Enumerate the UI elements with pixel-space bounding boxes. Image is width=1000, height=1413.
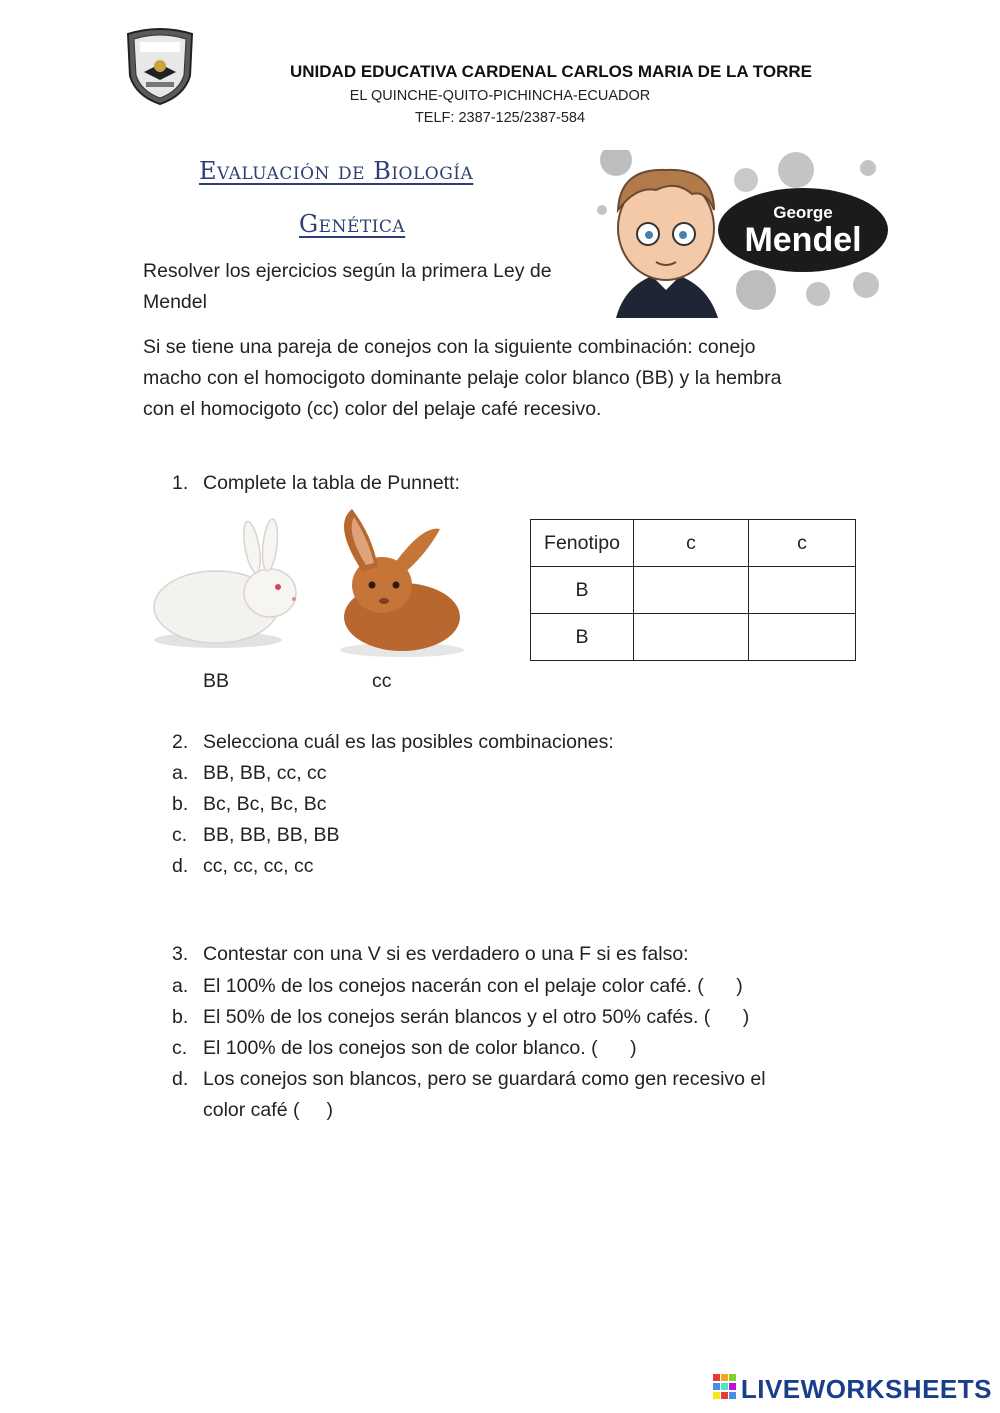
q3-item-letter: c. — [172, 1037, 188, 1059]
table-header-cell: c — [634, 520, 749, 567]
q3-number: 3. — [172, 943, 189, 965]
q2-option-letter: c. — [172, 824, 188, 846]
q3-item-letter: b. — [172, 1006, 189, 1028]
school-name: UNIDAD EDUCATIVA CARDENAL CARLOS MARIA DE LA TORRE — [290, 62, 812, 81]
page-title: Evaluación de Biología — [199, 157, 474, 185]
table-row — [531, 567, 856, 614]
instruction-line: Mendel — [143, 291, 207, 313]
q2-option-letter: a. — [172, 762, 189, 784]
q3-item-a[interactable]: El 100% de los conejos nacerán con el pelaje color café. ( ) — [203, 975, 743, 997]
scenario-line: macho con el homocigoto dominante pelaje color blanco (BB) y la hembra — [143, 367, 782, 389]
q2-option-a[interactable]: BB, BB, cc, cc — [203, 762, 327, 784]
punnett-table — [530, 519, 856, 661]
scenario-line: Si se tiene una pareja de conejos con la siguiente combinación: conejo — [143, 336, 756, 358]
table-row-label: B — [531, 567, 634, 614]
q2-option-letter: d. — [172, 855, 189, 877]
instruction-line: Resolver los ejercicios según la primera Ley de — [143, 260, 552, 282]
q2-option-b[interactable]: Bc, Bc, Bc, Bc — [203, 793, 327, 815]
school-phone: TELF: 2387-125/2387-584 — [414, 110, 586, 126]
rabbit-white-label: BB — [203, 670, 230, 692]
q3-item-b[interactable]: El 50% de los conejos serán blancos y el otro 50% cafés. ( ) — [203, 1006, 750, 1028]
table-header-cell: c — [749, 520, 856, 567]
q2-number: 2. — [172, 731, 189, 753]
liveworksheets-brand: LIVEWORKSHEETS — [740, 1373, 992, 1404]
q1-text: Complete la tabla de Punnett: — [203, 472, 460, 494]
q3-item-letter: d. — [172, 1068, 189, 1090]
table-row-label: B — [531, 614, 634, 661]
brown-rabbit-image — [322, 505, 480, 660]
table-row — [531, 614, 856, 661]
answer-cell[interactable] — [749, 567, 856, 614]
school-location: EL QUINCHE-QUITO-PICHINCHA-ECUADOR — [349, 88, 651, 104]
q2-text: Selecciona cuál es las posibles combinaciones: — [203, 731, 614, 753]
q2-option-d[interactable]: cc, cc, cc, cc — [203, 855, 314, 877]
answer-cell[interactable] — [634, 614, 749, 661]
q3-item-letter: a. — [172, 975, 189, 997]
instruction — [143, 256, 603, 318]
q3-item-d[interactable]: Los conejos son blancos, pero se guardará como gen recesivo el — [203, 1068, 766, 1090]
white-rabbit-image — [148, 515, 308, 655]
q1-number: 1. — [172, 472, 189, 494]
liveworksheets-logo-icon — [713, 1374, 737, 1405]
badge-last-name: Mendel — [744, 220, 862, 259]
table-header-cell: Fenotipo — [531, 520, 634, 567]
rabbit-brown-label: cc — [372, 670, 392, 692]
page-subtitle: Genética — [299, 210, 406, 238]
table-header-row — [531, 520, 856, 567]
scenario-paragraph — [143, 332, 863, 425]
q3-item-c[interactable]: El 100% de los conejos son de color blanco. ( ) — [203, 1037, 637, 1059]
q2-option-c[interactable]: BB, BB, BB, BB — [203, 824, 340, 846]
mendel-name-badge — [718, 188, 888, 272]
answer-cell[interactable] — [749, 614, 856, 661]
q3-text: Contestar con una V si es verdadero o una F si es falso: — [203, 943, 689, 965]
george-mendel-illustration — [596, 150, 896, 318]
answer-cell[interactable] — [634, 567, 749, 614]
liveworksheets-footer — [713, 1373, 992, 1405]
q2-option-letter: b. — [172, 793, 189, 815]
badge-first-name: George — [773, 202, 833, 222]
q3-item-d-continuation[interactable]: color café ( ) — [203, 1099, 334, 1121]
scenario-line: con el homocigoto (cc) color del pelaje café recesivo. — [143, 398, 602, 420]
